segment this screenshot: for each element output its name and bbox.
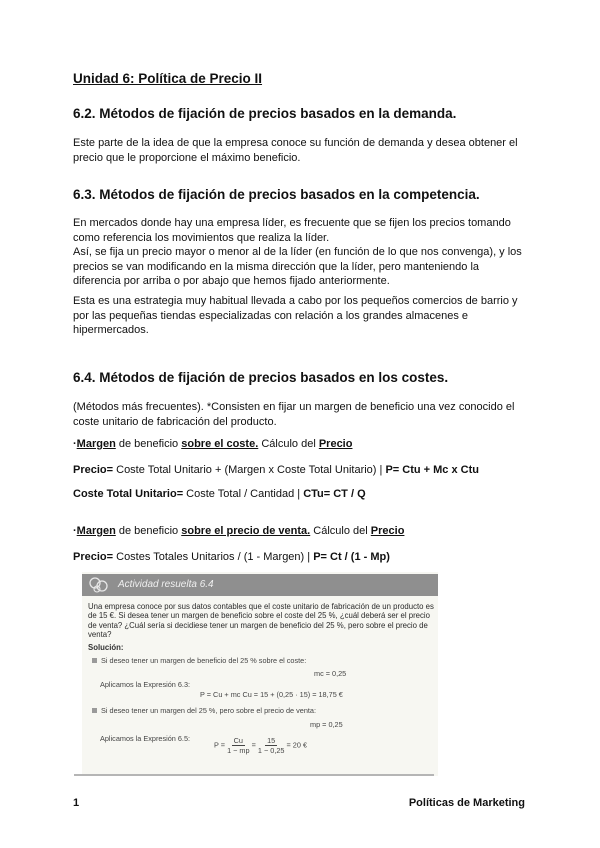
activity-question: Una empresa conoce por sus datos contables que el coste unitario de fabricación de un producto es de 15 €. Si desea tener un margen de beneficio sobre el coste del 25 %, ¿cuál deberá ser el precio de venta? ¿Cuál sería si decidiese tener un margen de beneficio del 25 %, pero sobre el precio de venta? [88, 602, 434, 640]
section-6-3-paragraph-3: Esta es una estrategia muy habitual llevada a cabo por los pequeños comercios de barrio y por las pequeñas tiendas especializadas con relación a los grandes almacenes e hipermercados. [73, 295, 518, 337]
footer-title: Políticas de Marketing [408, 797, 525, 809]
margin-on-sale-price-line [73, 524, 528, 539]
equation-1: P = Cu + mc Cu = 15 + (0,25 · 15) = 18,75 € [200, 690, 343, 699]
activity-image [82, 572, 438, 776]
equation-2 [214, 736, 307, 755]
section-6-3-paragraph-1: En mercados donde hay una empresa líder, es frecuente que se fijen los precios tomando como referencia los movimientos que realiza la líder. [73, 217, 511, 244]
solution-bullet-2-text: Si deseo tener un margen del 25 %, pero sobre el precio de venta: [101, 706, 316, 715]
fraction-1 [227, 736, 250, 755]
margin-word: Margen [76, 438, 116, 450]
price-word: Precio [318, 438, 353, 450]
mc-value: mc = 0,25 [314, 669, 347, 678]
section-6-4-intro: (Métodos más frecuentes). *Consisten en fijar un margen de beneficio una vez conocido el coste unitario de fabricación del producto. [73, 401, 515, 428]
formula-expression: P= Ct / (1 - Mp) [313, 551, 390, 563]
fraction-1-denominator: 1 − mp [227, 746, 250, 755]
fraction-2-numerator: 15 [267, 736, 276, 745]
on-sale-price-text: sobre el precio de venta. [181, 525, 311, 537]
margin-text: de beneficio [115, 438, 182, 450]
mp-value: mp = 0,25 [310, 720, 343, 729]
eq2-mid: = [251, 740, 256, 750]
price-word: Precio [370, 525, 405, 537]
activity-logo-icon [88, 576, 110, 594]
formula-unit-cost [73, 487, 528, 502]
section-6-3-heading: 6.3. Métodos de fijación de precios basados en la competencia. [73, 187, 480, 202]
section-6-4-heading: 6.4. Métodos de fijación de precios basados en los costes. [73, 370, 449, 385]
calc-text: Cálculo del [310, 525, 371, 537]
solution-bullet-2 [92, 706, 316, 715]
section-6-2-body: Este parte de la idea de que la empresa conoce su función de demanda y desea obtener el precio que le proporcione el máximo beneficio. [73, 137, 518, 164]
section-6-3-paragraph-2: Así, se fija un precio mayor o menor al de la líder (en función de lo que nos convenga), y los precios se van modificando en la misma dirección que la líder, pero manteniendo la diferencia por arriba o por abajo que hemos fijado anteriormente. [73, 246, 522, 288]
bullet-dot: · [73, 525, 77, 537]
apply-expression-2: Aplicamos la Expresión 6.5: [100, 734, 191, 743]
section-6-2-heading: 6.2. Métodos de fijación de precios basados en la demanda. [73, 106, 457, 121]
margin-on-cost-line [73, 437, 528, 452]
solution-bullet-1-text: Si deseo tener un margen de beneficio del 25 % sobre el coste: [101, 656, 307, 665]
formula-text: Coste Total Unitario + (Margen x Coste Total Unitario) | [113, 464, 386, 476]
unit-title: Unidad 6: Política de Precio II [73, 71, 263, 86]
formula-price-on-cost [73, 463, 528, 478]
bullet-dot: · [73, 438, 77, 450]
square-bullet-icon [92, 658, 97, 663]
margin-text: de beneficio [115, 525, 182, 537]
on-cost-text: sobre el coste. [181, 438, 259, 450]
square-bullet-icon [92, 708, 97, 713]
fraction-1-numerator: Cu [233, 736, 243, 745]
activity-solution-label: Solución: [88, 643, 124, 652]
formula-label: Precio= [73, 464, 114, 476]
formula-text: Costes Totales Unitarios / (1 - Margen) | [113, 551, 314, 563]
formula-expression: CTu= CT / Q [303, 488, 366, 500]
fraction-2-denominator: 1 − 0,25 [257, 746, 285, 755]
eq2-right: = 20 € [286, 740, 308, 750]
apply-expression-1: Aplicamos la Expresión 6.3: [100, 680, 191, 689]
activity-header [82, 574, 438, 596]
fraction-2 [258, 736, 285, 755]
page-number: 1 [73, 797, 80, 809]
formula-expression: P= Ctu + Mc x Ctu [385, 464, 479, 476]
eq2-left: P = [214, 740, 226, 750]
calc-text: Cálculo del [258, 438, 319, 450]
solution-bullet-1 [92, 656, 306, 665]
formula-label: Precio= [73, 551, 114, 563]
formula-price-on-sale [73, 550, 528, 565]
margin-word: Margen [76, 525, 116, 537]
activity-bottom-rule [74, 774, 434, 776]
activity-title: Actividad resuelta 6.4 [118, 579, 214, 590]
formula-text: Coste Total / Cantidad | [183, 488, 304, 500]
formula-label: Coste Total Unitario= [73, 488, 184, 500]
